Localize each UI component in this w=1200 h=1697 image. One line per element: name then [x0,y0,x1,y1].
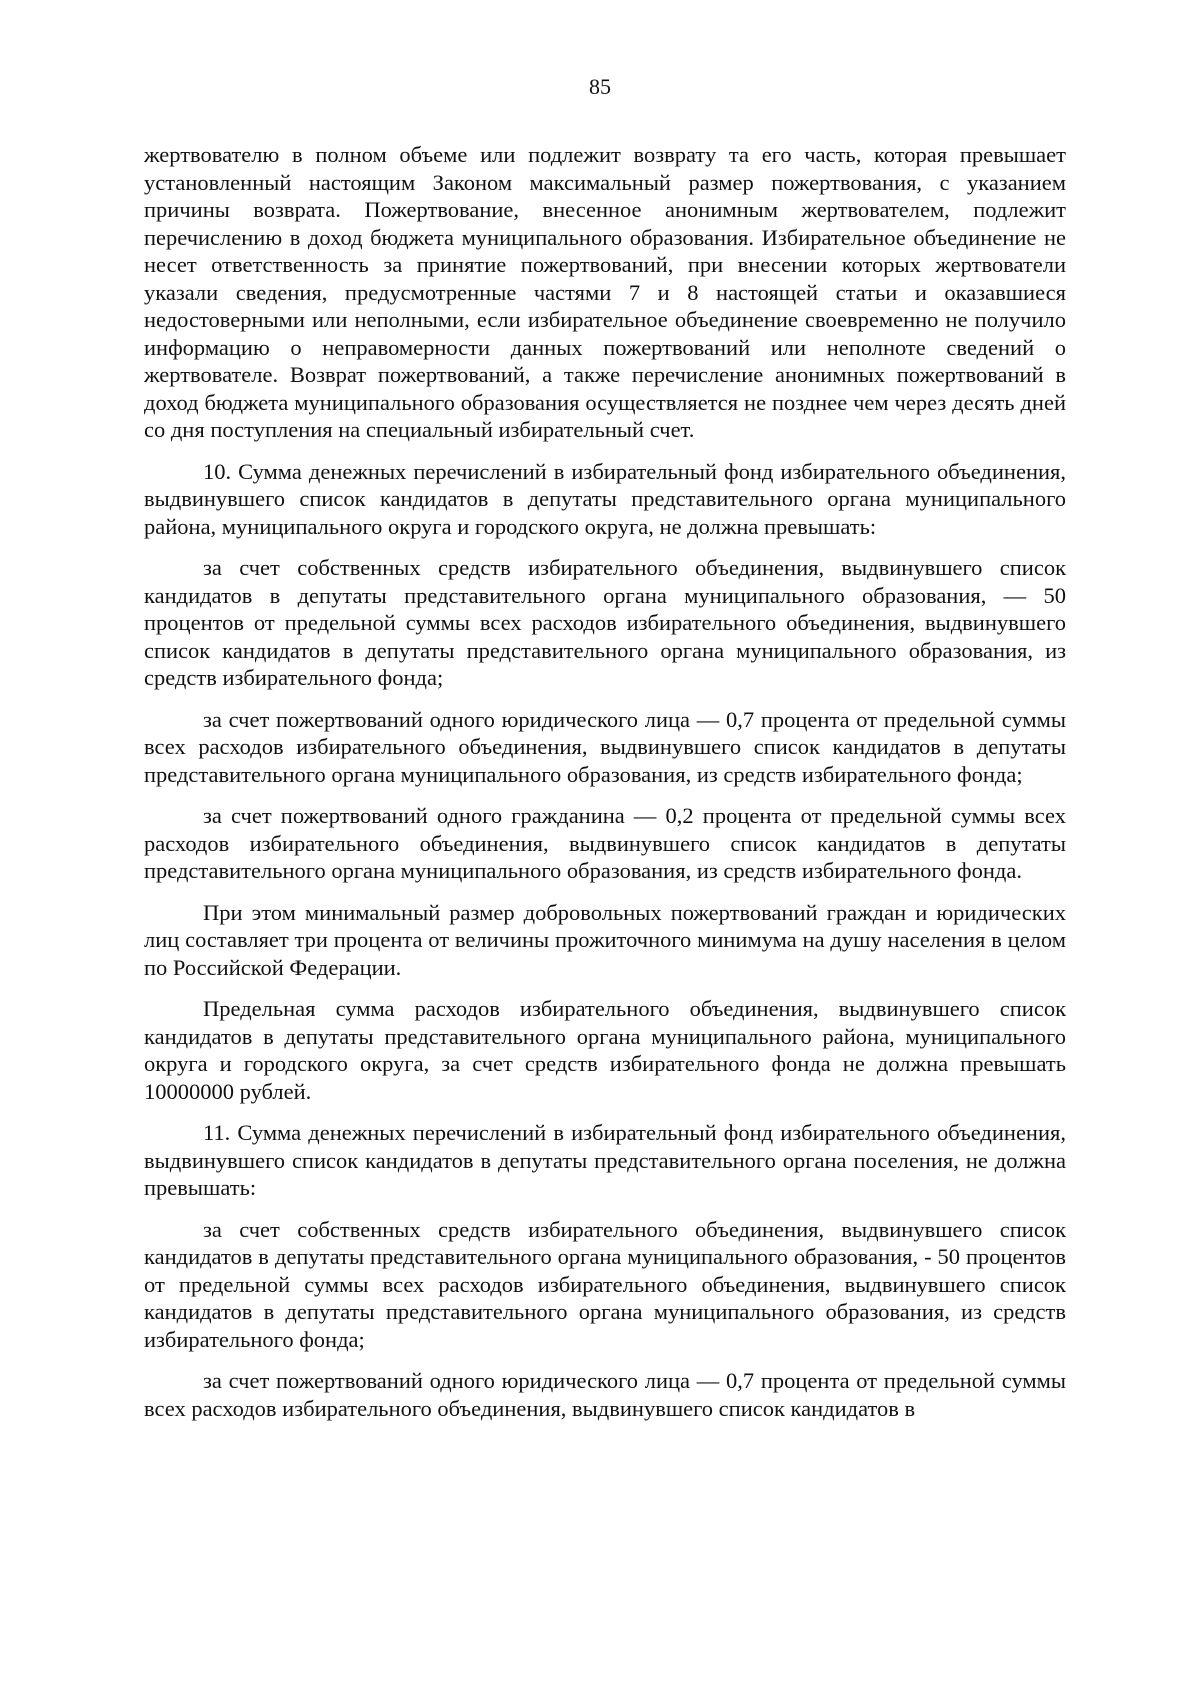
paragraph-item-10: 10. Сумма денежных перечислений в избирательный фонд избирательного объединения, выдвинувшего список кандидатов в депутаты представительного органа муниципального района, муниципального округа и городского округа, не должна превышать: [144,458,1066,539]
paragraph-citizen-limit: за счет пожертвований одного гражданина — 0,2 процента от предельной суммы всех расходов избирательного объединения, выдвинувшего список кандидатов в депутаты представительного органа муниципального образования, из средств избирательного фонда. [144,803,1066,883]
paragraph-own-funds-limit-settlement: за счет собственных средств избирательного объединения, выдвинувшего список кандидатов в депутаты представительного органа муниципального образования, - 50 процентов от предельной суммы всех расходов избирательного объединения, выдвинувшего список кандидатов в депутаты представительного органа муниципального образования, из средств избирательного фонда; [144,1216,1066,1352]
paragraph-item-11: 11. Сумма денежных перечислений в избирательный фонд избирательного объединения, выдвинувшего список кандидатов в депутаты представительного органа поселения, не должна превышать: [144,1120,1066,1200]
paragraph-continuation: жертвователю в полном объеме или подлежит возврату та его часть, которая превышает установленный настоящим Законом максимальный размер пожертвования, с указанием причины возврата. Пожертвование, внесенное анонимным жертвователем, подлежит перечислению в доход бюджета муниципального образования. Избирательное объединение не несет ответственность за принятие пожертвований, при внесении которых жертвователи указали сведения, предусмотренные частями 7 и 8 настоящей статьи и оказавшиеся недостоверными или неполными, если избирательное объединение своевременно не получило информацию о неправомерности данных пожертвований или неполноте сведений о жертвователе. Возврат пожертвований, а также перечисление анонимных пожертвований в доход бюджета муниципального образования осуществляется не позднее чем через десять дней со дня поступления на специальный избирательный счет. [144,142,1066,442]
paragraph-minimum-donation: При этом минимальный размер добровольных пожертвований граждан и юридических лиц составляет три процента от величины прожиточного минимума на душу населения в целом по Российской Федерации. [144,899,1066,980]
body-text [144,141,1066,1436]
paragraph-own-funds-limit: за счет собственных средств избирательного объединения, выдвинувшего список кандидатов в депутаты представительного органа муниципального образования, — 50 процентов от предельной суммы всех расходов избирательного объединения, выдвинувшего список кандидатов в депутаты представительного органа муниципального образования, из средств избирательного фонда; [144,555,1066,690]
page-number: 85 [589,74,611,99]
paragraph-legal-entity-limit: за счет пожертвований одного юридического лица — 0,7 процента от предельной суммы всех расходов избирательного объединения, выдвинувшего список кандидатов в депутаты представительного органа муниципального образования, из средств избирательного фонда; [144,706,1066,787]
paragraph-legal-entity-limit-settlement: за счет пожертвований одного юридического лица — 0,7 процента от предельной суммы всех расходов избирательного объединения, выдвинувшего список кандидатов в [144,1368,1066,1421]
paragraph-maximum-expenses: Предельная сумма расходов избирательного объединения, выдвинувшего список кандидатов в депутаты представительного органа муниципального района, муниципального округа и городского округа, за счет средств избирательного фонда не должна превышать 10000000 рублей. [144,996,1066,1104]
